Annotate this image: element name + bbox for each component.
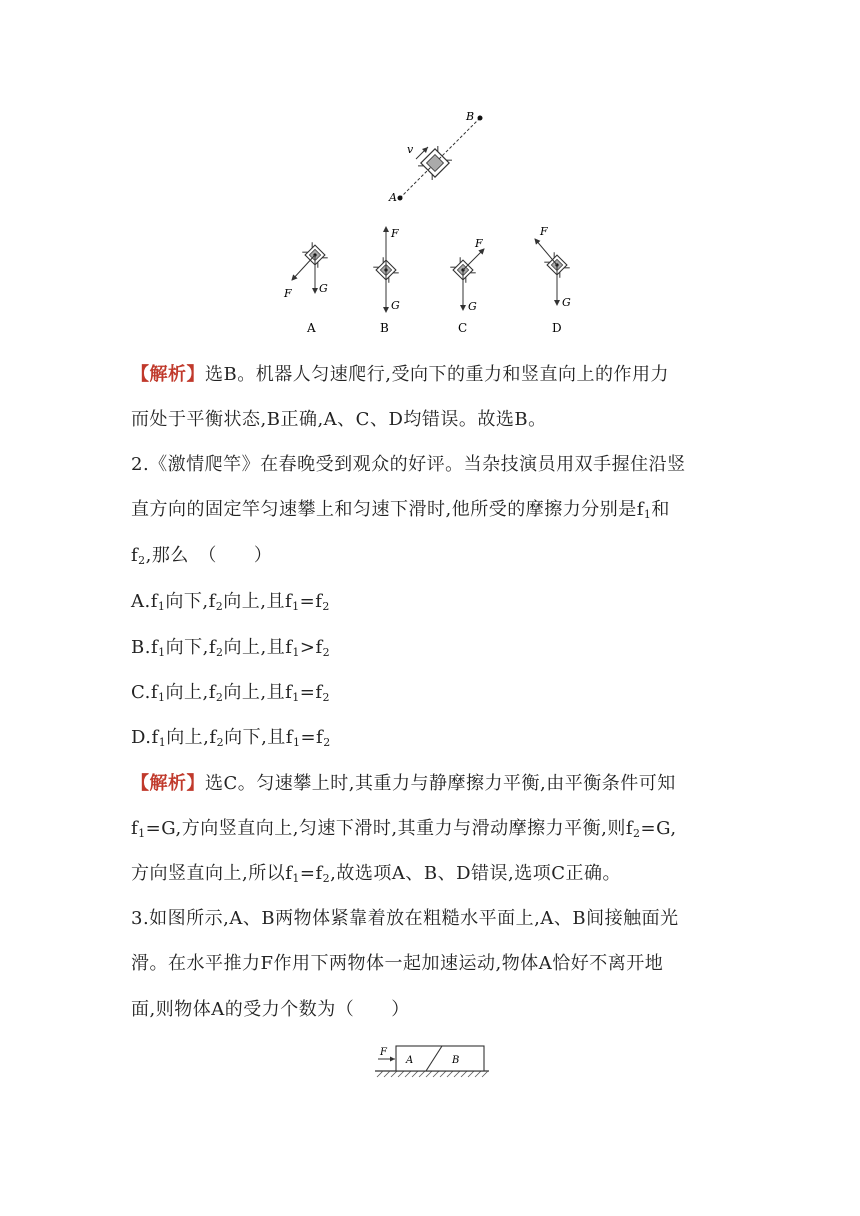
option-a-diagram (283, 242, 328, 335)
question-2-line-2: 直方向的固定竿匀速攀上和匀速下滑时,他所受的摩擦力分别是$f_1$和 (131, 499, 670, 521)
solution-tag: 【解析】 (131, 773, 205, 794)
option-c-letter: C (458, 321, 468, 335)
option-a-letter: A (307, 321, 316, 335)
solution-2-line-2: $f_1=G$,方向竖直向上,匀速下滑时,其重力与滑动摩擦力平衡,则$f_2=G$, (131, 818, 677, 840)
velocity-label: v (407, 143, 414, 156)
question-3-line-1: 3.如图所示,A、B两物体紧靠着放在粗糙水平面上,A、B间接触面光 (131, 908, 679, 929)
solution-2-line-3: 方向竖直向上,所以$f_1=f_2$,故选项A、B、D错误,选项C正确。 (131, 863, 622, 885)
block-a-label: A (406, 1055, 414, 1066)
option-c-diagram (450, 237, 484, 335)
option-d-gravity-label: G (562, 296, 571, 309)
option-d-force-label: F (540, 225, 548, 238)
question-2-line-1: 2.《激情爬竿》在春晚受到观众的好评。当杂技演员用双手握住沿竖 (131, 454, 686, 475)
option-c-gravity-label: G (468, 300, 477, 313)
option-b-diagram (373, 227, 400, 335)
question-3-line-2: 滑。在水平推力F作用下两物体一起加速运动,物体A恰好不离开地 (131, 953, 664, 974)
question-2-option-a: $A.f_1$向下$,f_2$向上,且$f_1=f_2$ (131, 591, 330, 613)
solution-1-line-2: 而处于平衡状态,B正确,A、C、D均错误。故选B。 (131, 409, 547, 430)
solution-tag: 【解析】 (131, 364, 205, 385)
option-c-force-label: F (475, 237, 483, 250)
question-2-option-d: $D.f_1$向上$,f_2$向下,且$f_1=f_2$ (131, 727, 331, 749)
block-b-label: B (452, 1055, 460, 1066)
question-2-option-b: $B.f_1$向下$,f_2$向上,且$f_1>f_2$ (131, 637, 331, 659)
figure-robot-incline (370, 105, 495, 210)
question-3-line-3: 面,则物体A的受力个数为（ ） (131, 999, 410, 1020)
force-label: F (380, 1047, 387, 1058)
option-b-letter: B (380, 321, 389, 335)
solution-1-line-1: 【解析】选B。机器人匀速爬行,受向下的重力和竖直向上的作用力 (131, 364, 669, 385)
option-b-gravity-label: G (391, 299, 400, 312)
figure-blocks-ab (372, 1040, 492, 1082)
option-d-letter: D (552, 321, 562, 335)
figure-force-options (270, 225, 600, 340)
question-2-line-3: $f_2$,那么 （ ） (131, 545, 273, 567)
option-b-force-label: F (391, 227, 399, 240)
option-a-gravity-label: G (319, 282, 328, 295)
question-2-option-c: $C.f_1$向上$,f_2$向上,且$f_1=f_2$ (131, 682, 331, 704)
option-d-diagram (535, 225, 571, 335)
solution-2-line-1: 【解析】选C。匀速攀上时,其重力与静摩擦力平衡,由平衡条件可知 (131, 773, 676, 794)
point-a-label: A (389, 191, 397, 204)
point-b-label: B (466, 110, 475, 123)
option-a-force-label: F (284, 287, 292, 300)
